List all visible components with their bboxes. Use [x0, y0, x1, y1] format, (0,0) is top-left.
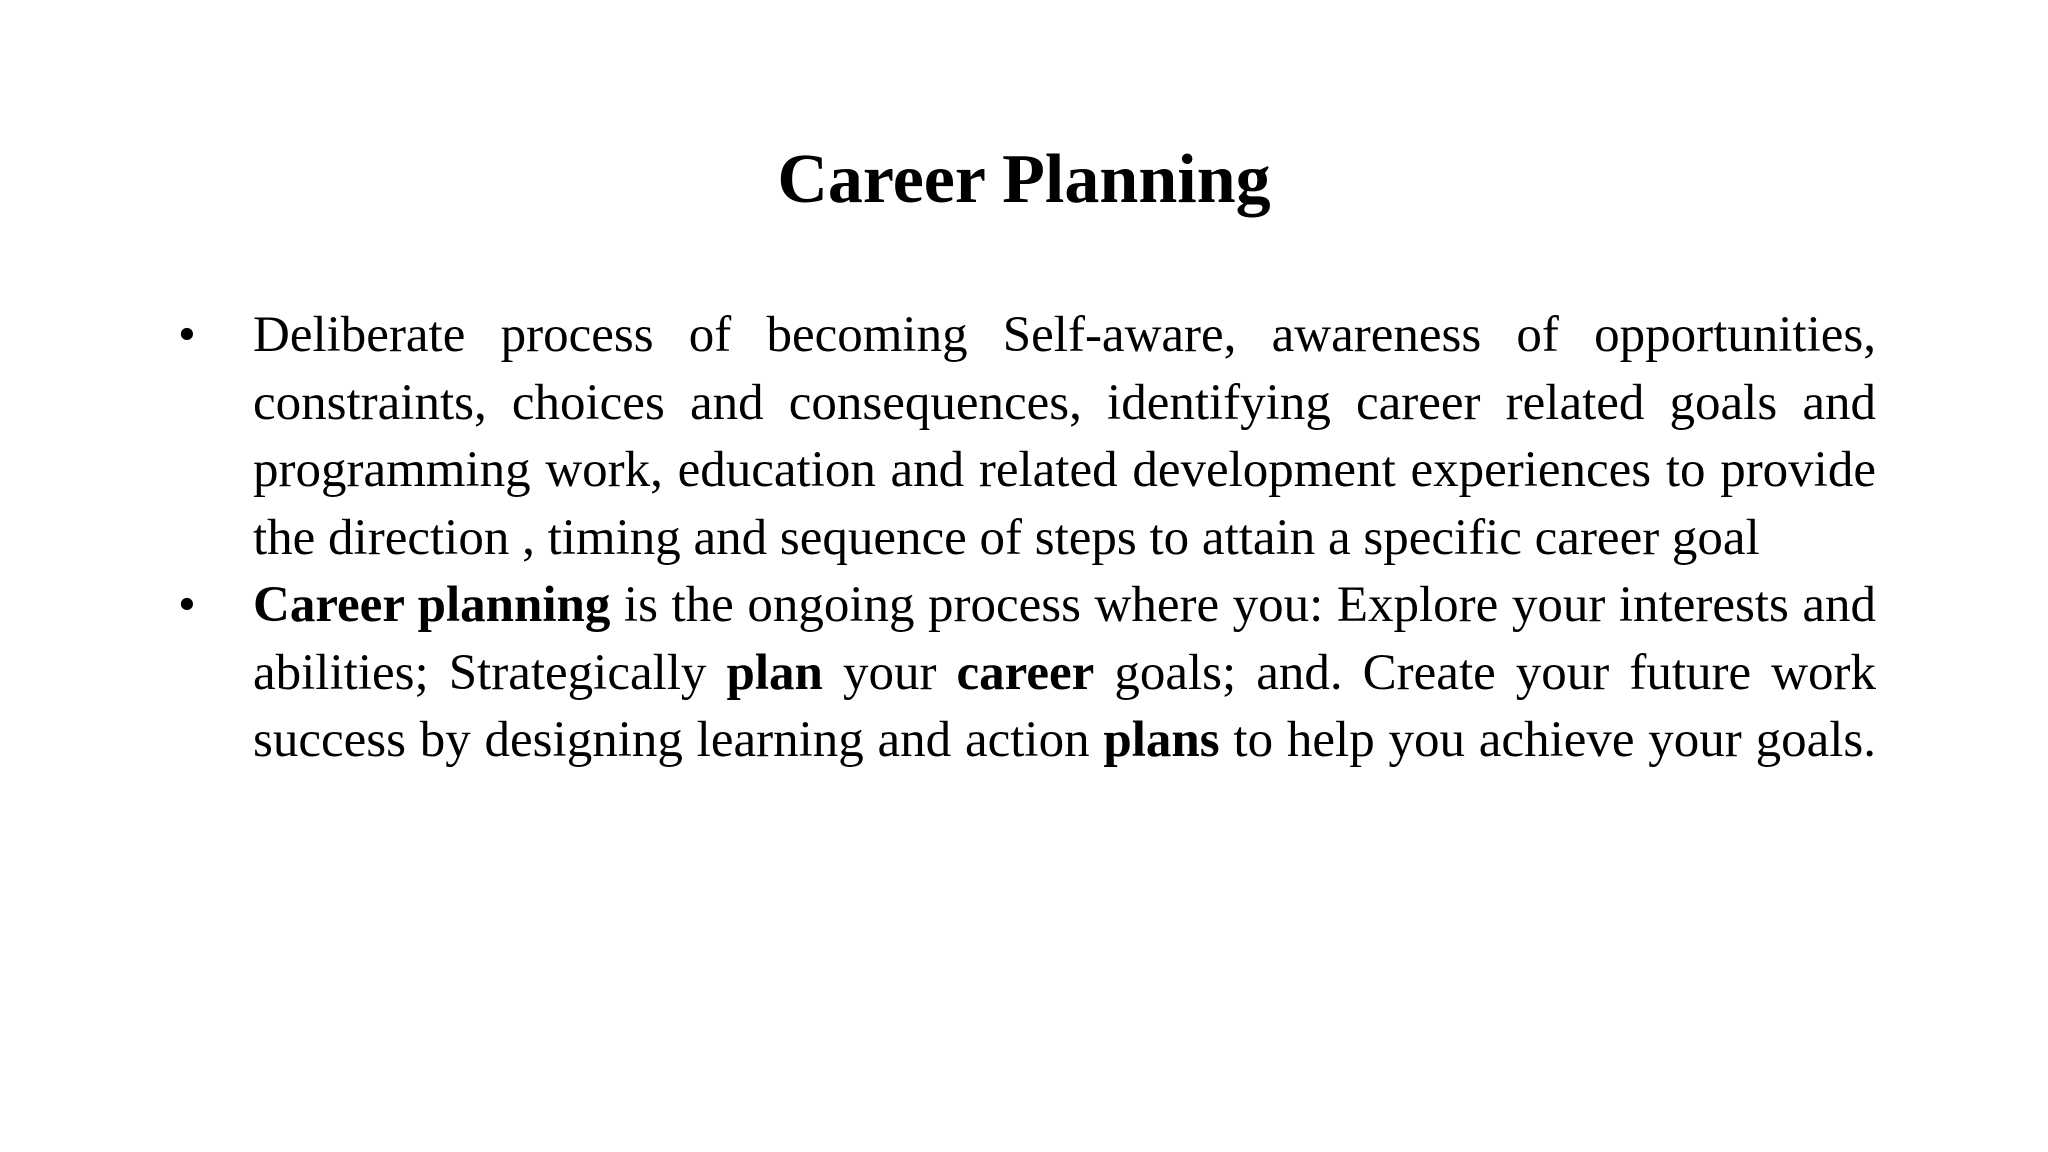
bullet-text-segment: to help you achieve your goals. [1219, 712, 1876, 768]
slide-title: Career Planning [777, 141, 1271, 218]
bullet-icon: • [178, 577, 196, 633]
bullet-text-segment: your [822, 644, 957, 701]
bullet-item-definition [170, 302, 1876, 572]
bullet-icon: • [178, 307, 196, 363]
bullet-text-segment: plans [1103, 712, 1220, 768]
bullet-text: Deliberate process of becoming Self-aware, awareness of opportunities, constraints, choices and consequences, identifying career related goals and programming work, education and related development experiences to provide the direction , timing and sequence of steps to attain a specific career goal [253, 307, 1876, 566]
bullet-item-process [170, 572, 1876, 775]
bullet-text-segment: is the ongoing process where you: Explore your interests and abilities; Strategically [253, 577, 1877, 701]
bullet-text-segment: goals; and. Create your future work success by designing learning and action [253, 644, 1876, 768]
bullet-text-segment: career [956, 644, 1095, 701]
bullet-text-segment: plan [726, 644, 823, 701]
bullet-list [170, 302, 1876, 775]
bullet-text-segment: Career planning [253, 577, 611, 633]
